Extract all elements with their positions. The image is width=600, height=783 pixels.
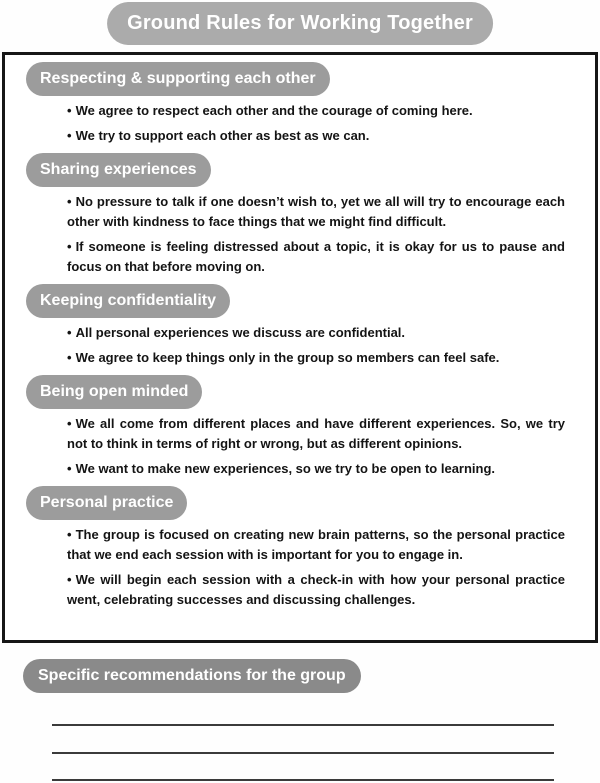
bullet-item [67,126,565,146]
section-sharing-experiences [26,153,595,277]
bullet-item [67,323,565,343]
section-keeping-confidentiality [26,284,595,368]
bullet-item [67,348,565,368]
bullet-text: We agree to respect each other and the courage of coming here. [75,103,473,118]
bullet-text: We will begin each session with a check-in with how your personal practice went, celebrating successes and discussing challenges. [67,572,565,607]
bullet-item [67,525,565,565]
answer-line[interactable] [52,724,554,726]
bullet-marker-icon: • [67,325,72,340]
bullet-list [67,414,565,479]
bullet-text: No pressure to talk if one doesn’t wish to, yet we all will try to encourage each other with kindness to face things that we might find difficult. [67,194,565,229]
bullet-marker-icon: • [67,572,72,587]
section-heading-pill: Being open minded [26,375,202,409]
bullet-item [67,459,565,479]
bullet-marker-icon: • [67,350,72,365]
answer-line[interactable] [52,752,554,754]
bullet-marker-icon: • [67,239,72,254]
bullet-text: We try to support each other as best as we can. [75,128,370,143]
section-heading-pill: Respecting & supporting each other [26,62,330,96]
answer-line[interactable] [52,779,554,781]
section-heading-pill: Personal practice [26,486,187,520]
bullet-text: We want to make new experiences, so we try to be open to learning. [75,461,496,476]
section-heading-pill: Sharing experiences [26,153,211,187]
bullet-list [67,323,565,368]
bullet-text: We agree to keep things only in the group so members can feel safe. [75,350,500,365]
bullet-text: We all come from different places and have different experiences. So, we try not to think in terms of right or wrong, but as different opinions. [67,416,565,451]
section-respecting-supporting [26,62,595,146]
bullet-item [67,414,565,454]
bullet-text: If someone is feeling distressed about a topic, it is okay for us to pause and focus on that before moving on. [67,239,565,274]
bullet-marker-icon: • [67,416,72,431]
bullet-marker-icon: • [67,194,72,209]
bullet-item [67,237,565,277]
bullet-item [67,570,565,610]
bullet-marker-icon: • [67,103,72,118]
footer-heading-pill: Specific recommendations for the group [23,659,361,693]
bullet-list [67,192,565,277]
section-heading-pill: Keeping confidentiality [26,284,230,318]
bullet-marker-icon: • [67,128,72,143]
bullet-list [67,525,565,610]
bullet-marker-icon: • [67,461,72,476]
ground-rules-box [2,52,598,643]
bullet-text: All personal experiences we discuss are confidential. [75,325,406,340]
bullet-item [67,192,565,232]
bullet-item [67,101,565,121]
bullet-text: The group is focused on creating new brain patterns, so the personal practice that we end each session with is important for you to engage in. [67,527,565,562]
page-title: Ground Rules for Working Together [107,2,493,45]
bullet-list [67,101,565,146]
section-personal-practice [26,486,595,610]
section-being-open-minded [26,375,595,479]
bullet-marker-icon: • [67,527,72,542]
